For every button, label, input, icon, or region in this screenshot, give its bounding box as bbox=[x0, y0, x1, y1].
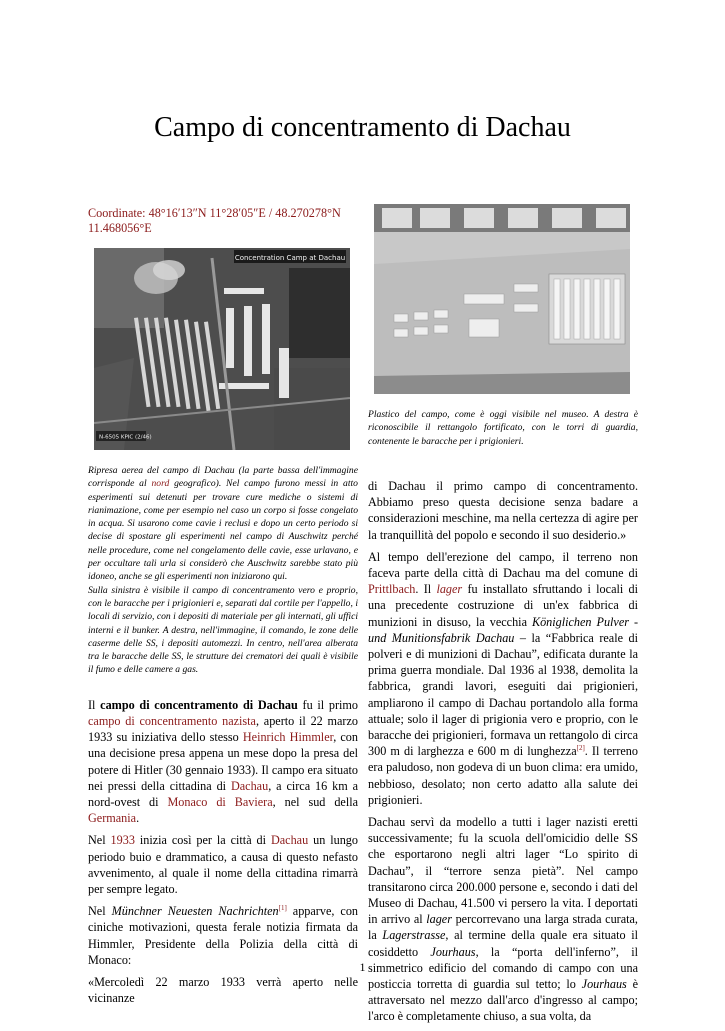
text-span: Il bbox=[88, 697, 101, 712]
aerial-photo-caption bbox=[88, 464, 358, 677]
text-span: , nel sud della bbox=[272, 794, 358, 809]
right-column bbox=[368, 204, 638, 1031]
right-body bbox=[368, 478, 638, 1025]
link-campo-nazista[interactable]: campo di concentramento nazista bbox=[88, 713, 256, 728]
paragraph-quote-end: di Dachau il primo campo di concentramento. Abbiamo preso questa decisione senza badare a considerazioni meschine, ma nella certezza di agire per la tranquillità del popolo e secondo il suo desiderio.» bbox=[368, 478, 638, 542]
coordinates-dms-link[interactable]: 48°16′13″N 11°28′05″E bbox=[148, 206, 266, 220]
nord-link[interactable]: nord bbox=[151, 478, 170, 490]
footnote-2[interactable]: [2] bbox=[576, 744, 585, 753]
text-span: è attraversato nel mezzo dall'arco d'ingresso al campo; l'arco è completamente chiuso, a sua volta, da bbox=[368, 976, 638, 1024]
intro-paragraph bbox=[88, 697, 358, 827]
museum-model-photo[interactable] bbox=[374, 204, 630, 394]
text-span: Nel bbox=[88, 904, 112, 919]
text-span: apparve, con ciniche motivazioni, questa ferale notizia firmata da Himmler, Presidente della Polizia della città di Monaco: bbox=[88, 904, 359, 967]
link-lager[interactable]: lager bbox=[436, 582, 463, 597]
left-column bbox=[88, 206, 358, 1012]
text-span: , al termine della quale era situato il cosiddetto bbox=[368, 928, 639, 959]
factory-name: Königlichen Pulver - und Munitionsfabrik Dachau bbox=[368, 614, 639, 645]
aerial-photo-image bbox=[94, 248, 350, 450]
text-span: Nel bbox=[88, 833, 111, 848]
link-himmler[interactable]: Heinrich Himmler bbox=[242, 730, 334, 745]
paragraph-model bbox=[368, 814, 638, 1025]
italic-term: Jourhaus bbox=[581, 976, 627, 991]
text-span: , a circa 16 km a nord-ovest di bbox=[88, 778, 358, 809]
link-dachau-2[interactable]: Dachau bbox=[270, 833, 309, 848]
text-span: Al tempo dell'erezione del campo, il terreno non faceva parte della città di Dachau ma del comune di bbox=[368, 549, 638, 580]
text-span: – la “Fabbrica reale di polveri e di munizioni di Dachau”, edificata durante la prima guerra mondiale. Dal 1936 al 1938, demolita la fabbrica, grandi lavori, eseguiti dai prigionieri, ampliarono il campo di Dachau portandolo alla forma attuale; solo il lager di prigionia vero e proprio, con le baracche dei prigionieri, formava un rettangolo di circa 300 m di larghezza e 600 m di lunghezza bbox=[368, 630, 638, 759]
caption-left-p1a: Ripresa aerea del campo di Dachau (la parte bassa dell'immagine corrisponde al bbox=[88, 465, 358, 490]
paragraph-newspaper bbox=[88, 903, 358, 968]
caption-left-p1b: geografico). Nel campo furono messi in atto esperimenti sui detenuti per trovare cure mediche o sistemi di rianimazione, come per esempio nel caso un corpo si fosse congelato in acqua. Si usarono come cavie i reclusi e dopo un certo periodo si decise di spostare gli esperimenti nel campo di Auschwitz perché nelle procedure, come nel congelamento delle cavie, esse urlavano, e per occultare tali urla si considerò che Auschwitz sarebbe stato più idoneo, anche se gli esperimenti non iniziarono qui. bbox=[88, 478, 358, 583]
paragraph-history bbox=[368, 549, 638, 808]
paragraph-1933 bbox=[88, 832, 358, 897]
text-span: inizia così per la città di bbox=[134, 833, 271, 848]
aerial-photo-label: Concentration Camp at Dachau bbox=[234, 254, 346, 262]
coordinates-label: Coordinate: bbox=[88, 206, 146, 220]
link-germania[interactable]: Germania bbox=[88, 811, 137, 826]
link-dachau[interactable]: Dachau bbox=[230, 778, 269, 793]
footnote-1[interactable]: [1] bbox=[278, 904, 287, 913]
coordinates-decimal-link[interactable]: 48.270278°N 11.468056°E bbox=[88, 206, 341, 235]
text-span: , aperto il 22 marzo 1933 su iniziativa dello stesso bbox=[88, 713, 358, 745]
text-span: percorrevano una larga strada curata, la bbox=[368, 912, 638, 943]
text-span: . Il bbox=[415, 582, 437, 597]
museum-model-caption: Plastico del campo, come è oggi visibile nel museo. A destra è riconoscibile il rettangolo fortificato, con le torri di guardia, contenente le baracche per i prigionieri. bbox=[368, 409, 638, 447]
italic-term: Lagerstrasse bbox=[382, 928, 446, 943]
text-span: Dachau servì da modello a tutti i lager nazisti eretti successivamente; fu la scuola dell'omicidio delle SS che esportarono negli altri lager “Lo spirito di Dachau”, il “terrore senza pietà”. Nel campo transitarono circa 200.000 persone e, secondo i dati del Museo di Dachau, 41.500 vi persero la vita. I deportati in arrivo al bbox=[368, 814, 638, 927]
text-span: fu il primo bbox=[297, 697, 358, 712]
caption-left-p2: Sulla sinistra è visibile il campo di concentramento vero e proprio, con le baracche per i prigionieri e, separati dal cortile per l'appello, i locali di servizio, con i depositi di materiale per gli internati, gli uffici interni e il bunker. A destra, nell'immagine, il comando, le zone delle caserme delle SS, i depositi automezzi. In centro, nell'area alberata tra le baracche delle SS, le strutture dei crematori dei quali è visibile il fumo e delle camere a gas. bbox=[88, 584, 358, 676]
link-prittlbach[interactable]: Prittlbach bbox=[368, 582, 416, 597]
link-1933[interactable]: 1933 bbox=[110, 833, 135, 848]
page-title: Campo di concentramento di Dachau bbox=[154, 112, 571, 143]
link-monaco[interactable]: Monaco di Baviera bbox=[167, 794, 273, 809]
aerial-photo-code: N-6505 KPIC (2/46) bbox=[99, 434, 152, 441]
text-span: , con una decisione presa appena un mese dopo la presa del potere di Hitler (30 gennaio 1933). Il campo era situato nei pressi della cittadina di bbox=[88, 730, 358, 793]
museum-model-image bbox=[374, 204, 630, 394]
text-span: , la “porta dell'inferno”, il simmetrico edificio del comando di campo con una posticcia torretta di guardia sul tetto; lo bbox=[368, 944, 638, 991]
page-number: 1 bbox=[359, 960, 366, 974]
text-span: . bbox=[136, 811, 140, 826]
newspaper-title: Münchner Neuesten Nachrichten bbox=[111, 904, 279, 919]
text-span: . Il terreno era paludoso, non godeva di un buon clima: era umido, nebbioso, desolato; non certo adatto alla salute dei prigionieri. bbox=[368, 744, 638, 807]
paragraph-quote-start: «Mercoledì 22 marzo 1933 verrà aperto nelle vicinanze bbox=[88, 975, 358, 1006]
coordinates bbox=[88, 206, 358, 236]
coordinates-separator: / bbox=[268, 206, 273, 220]
text-span: fu installato sfruttando i locali di una precedente costruzione di un'ex fabbrica di munizioni in disuso, la vecchia bbox=[368, 582, 638, 629]
article-subject: campo di concentramento di Dachau bbox=[100, 697, 298, 712]
aerial-photo[interactable] bbox=[94, 248, 350, 450]
italic-term: Jourhaus bbox=[430, 944, 476, 959]
italic-term: lager bbox=[426, 912, 452, 927]
text-span: un lungo periodo buio e drammatico, a causa di questo nefasto avvenimento, al quale il nome della cittadina rimarrà per sempre legato. bbox=[88, 833, 358, 896]
